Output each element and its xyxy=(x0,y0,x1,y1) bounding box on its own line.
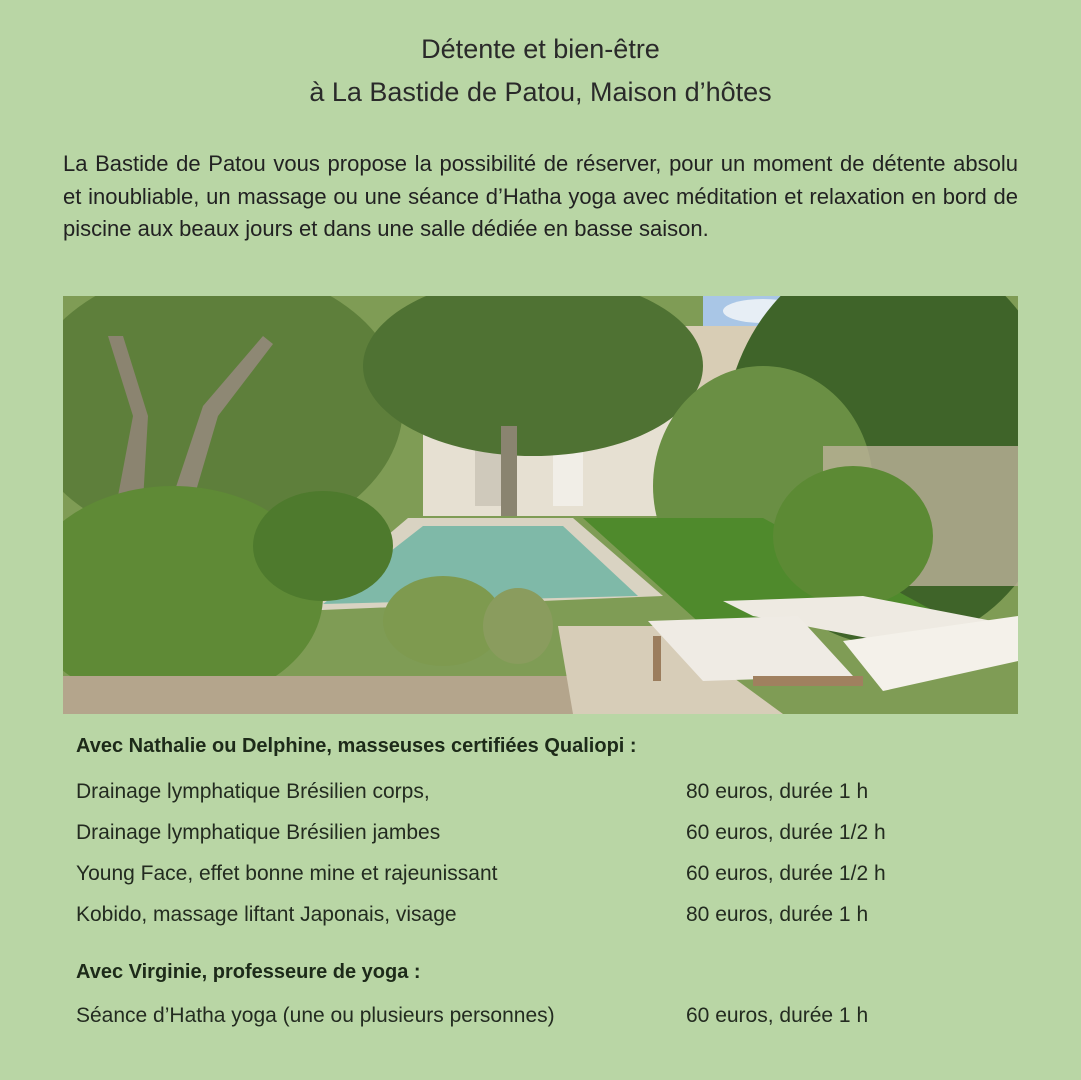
service-price: 60 euros, durée 1/2 h xyxy=(686,821,886,844)
yoga-section-heading: Avec Virginie, professeure de yoga : xyxy=(76,961,421,983)
service-price: 80 euros, durée 1 h xyxy=(686,780,869,803)
service-price: 60 euros, durée 1 h xyxy=(686,1004,869,1027)
massage-section-heading: Avec Nathalie ou Delphine, masseuses certifiées Qualiopi : xyxy=(76,735,637,757)
service-price: 80 euros, durée 1 h xyxy=(686,903,869,926)
service-name: Drainage lymphatique Brésilien corps, xyxy=(76,780,430,803)
service-name: Drainage lymphatique Brésilien jambes xyxy=(76,821,441,844)
garden-pool-photo xyxy=(63,296,1018,714)
service-name: Young Face, effet bonne mine et rajeunissant xyxy=(76,862,498,885)
service-name: Séance d’Hatha yoga (une ou plusieurs personnes) xyxy=(76,1004,555,1027)
title-line-2: à La Bastide de Patou, Maison d’hôtes xyxy=(309,77,772,107)
service-price: 60 euros, durée 1/2 h xyxy=(686,862,886,885)
service-name: Kobido, massage liftant Japonais, visage xyxy=(76,903,457,926)
title-line-1: Détente et bien-être xyxy=(421,34,660,64)
page-title xyxy=(0,28,1081,114)
intro-paragraph: La Bastide de Patou vous propose la possibilité de réserver, pour un moment de détente absolu et inoubliable, un massage ou une séance d’Hatha yoga avec méditation et relaxation en bord de piscine aux beaux jours et dans une salle dédiée en basse saison. xyxy=(63,151,1018,241)
